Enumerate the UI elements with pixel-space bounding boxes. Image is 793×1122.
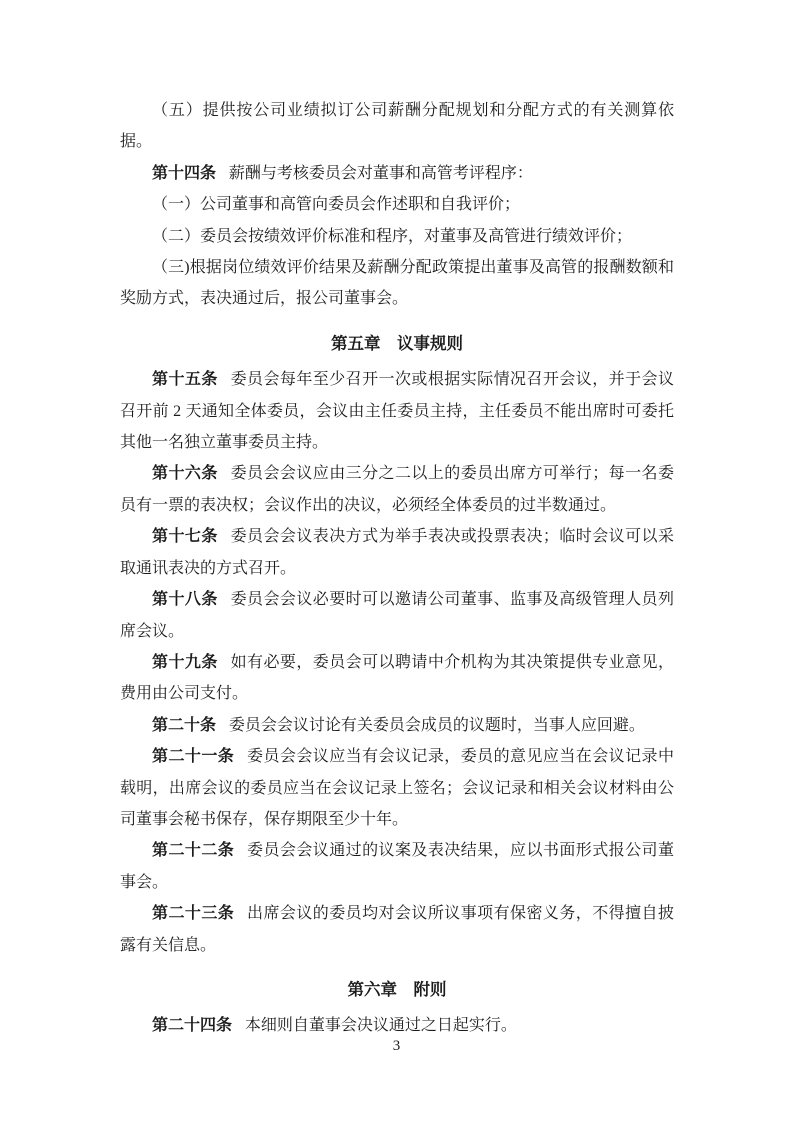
article-number-17: 第十七条 [152, 528, 218, 546]
page-content [120, 95, 674, 1042]
article-paragraph-16 [120, 458, 674, 521]
article-number-21: 第二十一条 [152, 748, 235, 766]
article-number-24: 第二十四条 [152, 1017, 233, 1035]
article-text-19: 如有必要，委员会可以聘请中介机构为其决策提供专业意见，费用由公司支付。 [120, 653, 674, 703]
article-text-17: 委员会会议表决方式为举手表决或投票表决；临时会议可以采取通讯表决的方式召开。 [120, 528, 674, 577]
item-paragraph-1: （一）公司董事和高管向委员会作述职和自我评价； [152, 196, 521, 214]
article-paragraph-20 [120, 710, 674, 741]
article-text-24: 本细则自董事会决议通过之日起实行。 [244, 1017, 517, 1035]
article-number-16: 第十六条 [152, 465, 218, 483]
article-paragraph-17 [120, 521, 674, 584]
article-text-14: 薪酬与考核委员会对董事和高管考评程序： [228, 164, 533, 182]
article-paragraph-19 [120, 647, 674, 710]
article-number-22: 第二十二条 [152, 842, 235, 860]
item-paragraph-5: （五）提供按公司业绩拟订公司薪酬分配规划和分配方式的有关测算依据。 [120, 102, 674, 151]
article-paragraph-15 [120, 364, 674, 458]
article-number-19: 第十九条 [152, 653, 218, 671]
chapter-heading-6: 第六章 附则 [347, 979, 447, 999]
article-text-18: 委员会会议必要时可以邀请公司董事、监事及高级管理人员列席会议。 [120, 591, 674, 640]
article-number-14: 第十四条 [152, 164, 217, 182]
item-paragraph-2: （二）委员会按绩效评价标准和程序，对董事及高管进行绩效评价； [152, 227, 633, 245]
item-paragraph-3: （三)根据岗位绩效评价结果及薪酬分配政策提出董事及高管的报酬数额和奖励方式，表决通过后，报公司董事会。 [120, 259, 674, 308]
article-text-23: 出席会议的委员均对会议所议事项有保密义务，不得擅自披露有关信息。 [120, 905, 674, 954]
article-paragraph-22 [120, 835, 674, 898]
article-number-23: 第二十三条 [152, 905, 235, 923]
article-paragraph-23 [120, 898, 674, 961]
article-paragraph-21 [120, 741, 674, 835]
article-text-15: 委员会每年至少召开一次或根据实际情况召开会议，并于会议召开前 2 天通知全体委员，会议由主任委员主持，主任委员不能出席时可委托其他一名独立董事委员主持。 [120, 371, 674, 452]
article-paragraph-14 [120, 158, 674, 189]
article-text-16: 委员会会议应由三分之二以上的委员出席方可举行；每一名委员有一票的表决权；会议作出的决议，必须经全体委员的过半数通过。 [120, 465, 674, 514]
article-text-22: 委员会会议通过的议案及表决结果，应以书面形式报公司董事会。 [120, 842, 674, 891]
article-number-18: 第十八条 [152, 591, 218, 609]
page-number: 3 [392, 1038, 401, 1054]
article-text-21: 委员会会议应当有会议记录，委员的意见应当在会议记录中载明，出席会议的委员应当在会议记录上签名；会议记录和相关会议材料由公司董事会秘书保存，保存期限至少十年。 [120, 748, 674, 828]
chapter-heading-5: 第五章 议事规则 [331, 333, 463, 353]
article-text-20: 委员会会议讨论有关委员会成员的议题时，当事人应回避。 [228, 716, 645, 734]
article-number-20: 第二十条 [152, 716, 217, 734]
article-paragraph-18 [120, 584, 674, 647]
article-number-15: 第十五条 [152, 371, 218, 389]
